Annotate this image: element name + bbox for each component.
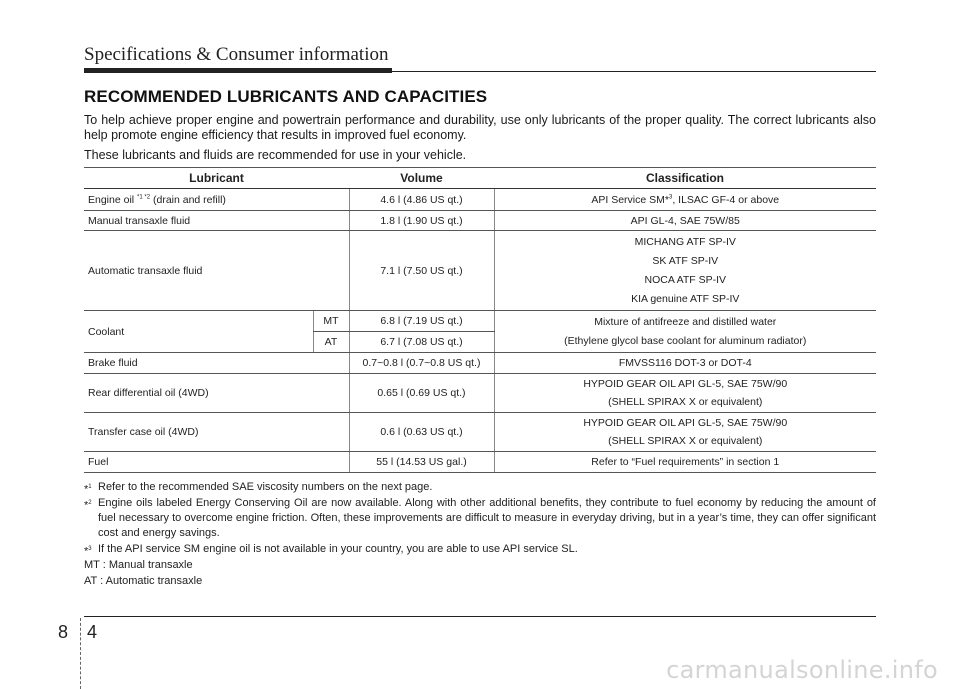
footnote (84, 542, 876, 557)
volume-cell: 6.8 l (7.19 US qt.) (349, 311, 494, 332)
classification-line: MICHANG ATF SP-IV (634, 235, 736, 248)
table-row (84, 413, 876, 452)
classification-line: HYPOID GEAR OIL API GL-5, SAE 75W/90 (583, 417, 788, 429)
lubricant-cell: Manual transaxle fluid (84, 211, 349, 231)
table-row (84, 311, 876, 332)
classification-cell (494, 231, 876, 311)
volume-cell: 0.7~0.8 l (0.7~0.8 US qt.) (349, 353, 494, 374)
volume-cell: 7.1 l (7.50 US qt.) (349, 231, 494, 311)
section-title: RECOMMENDED LUBRICANTS AND CAPACITIES (84, 87, 488, 106)
page-number: 4 (87, 622, 98, 642)
classification-cell: API GL-4, SAE 75W/85 (494, 211, 876, 231)
header-thin-rule (84, 71, 876, 72)
col-header-volume: Volume (349, 168, 494, 189)
col-header-lubricant: Lubricant (84, 168, 349, 189)
engine-oil-class-suffix: , ILSAC GF-4 or above (672, 193, 780, 206)
lubricant-cell: Rear differential oil (4WD) (84, 374, 349, 413)
footnote-star: * (84, 483, 89, 496)
table-row (84, 189, 876, 211)
table-header-row (84, 168, 876, 189)
volume-cell: 0.6 l (0.63 US qt.) (349, 413, 494, 452)
footnote-marks: *1 *2 (137, 194, 151, 200)
intro-paragraph: To help achieve proper engine and powertrain performance and durability, use only lubricants of the proper quality. The correct lubricants also help promote engine efficiency that results in improved fuel economy. (84, 113, 876, 142)
footnote (84, 496, 876, 541)
page-separator (80, 618, 81, 689)
page-header-title: Specifications & Consumer information (84, 44, 389, 65)
footnotes (84, 480, 876, 589)
watermark: carmanualsonline.info (666, 656, 938, 684)
abbrev-at: AT : Automatic transaxle (84, 575, 203, 587)
lubricant-cell: Brake fluid (84, 353, 349, 374)
footnote-marker (84, 496, 92, 514)
lubricants-table (84, 167, 876, 473)
footnote-mark: 3 (668, 194, 673, 200)
lubricant-cell: Fuel (84, 452, 349, 473)
table-row (84, 211, 876, 231)
classification-cell: FMVSS116 DOT-3 or DOT-4 (494, 353, 876, 374)
classification-line: NOCA ATF SP-IV (644, 273, 726, 286)
lubricant-cell (84, 189, 349, 211)
coolant-mt-label: MT (313, 311, 349, 332)
volume-cell: 4.6 l (4.86 US qt.) (349, 189, 494, 211)
classification-cell (494, 374, 876, 413)
lubricant-cell: Transfer case oil (4WD) (84, 413, 349, 452)
classification-cell (494, 311, 876, 353)
volume-cell: 6.7 l (7.08 US qt.) (349, 332, 494, 353)
table-row (84, 374, 876, 413)
classification-line: (SHELL SPIRAX X or equivalent) (608, 396, 763, 408)
coolant-at-label: AT (313, 332, 349, 353)
table-row (84, 452, 876, 473)
classification-cell (494, 189, 876, 211)
engine-oil-suffix: (drain and refill) (152, 193, 226, 206)
footnote-marker (84, 542, 92, 560)
footnote-text: If the API service SM engine oil is not available in your country, you are able to use API service SL. (98, 543, 578, 555)
volume-cell: 0.65 l (0.69 US qt.) (349, 374, 494, 413)
footer-rule (84, 616, 876, 617)
footnote-number: 1 (88, 484, 92, 490)
col-header-classification: Classification (494, 168, 876, 189)
classification-line: SK ATF SP-IV (652, 254, 719, 267)
table-row (84, 353, 876, 374)
footnote-marker (84, 480, 92, 498)
lubricant-cell: Coolant (84, 311, 313, 353)
engine-oil-name: Engine oil (88, 193, 135, 206)
volume-cell: 55 l (14.53 US gal.) (349, 452, 494, 473)
classification-line: KIA genuine ATF SP-IV (631, 292, 740, 305)
classification-line: (SHELL SPIRAX X or equivalent) (608, 435, 763, 447)
footnote-text: Refer to the recommended SAE viscosity numbers on the next page. (98, 481, 433, 493)
classification-line: Mixture of antifreeze and distilled water (594, 315, 777, 328)
abbrev-mt: MT : Manual transaxle (84, 559, 193, 571)
footnote-star: * (84, 499, 89, 512)
footnote-number: 2 (88, 500, 92, 506)
classification-line: (Ethylene glycol base coolant for aluminum radiator) (564, 334, 807, 347)
table-row (84, 231, 876, 311)
classification-cell (494, 413, 876, 452)
volume-cell: 1.8 l (1.90 US qt.) (349, 211, 494, 231)
chapter-number: 8 (58, 622, 69, 642)
footnote-number: 3 (88, 546, 92, 552)
engine-oil-class-prefix: API Service SM* (591, 193, 669, 206)
footnote (84, 480, 876, 495)
footnote-star: * (84, 545, 89, 558)
intro-recommendation: These lubricants and fluids are recommended for use in your vehicle. (84, 148, 467, 162)
classification-line: HYPOID GEAR OIL API GL-5, SAE 75W/90 (583, 378, 788, 390)
classification-cell: Refer to “Fuel requirements” in section 1 (494, 452, 876, 473)
lubricant-cell: Automatic transaxle fluid (84, 231, 349, 311)
footnote-text: Engine oils labeled Energy Conserving Oil are now available. Along with other additional benefits, they contribute to fuel economy by reducing the amount of fuel necessary to overcome engine friction. Often, these improvements are difficult to measure in everyday driving, but in a year’s time, they can offer significant cost and energy savings. (98, 497, 876, 539)
